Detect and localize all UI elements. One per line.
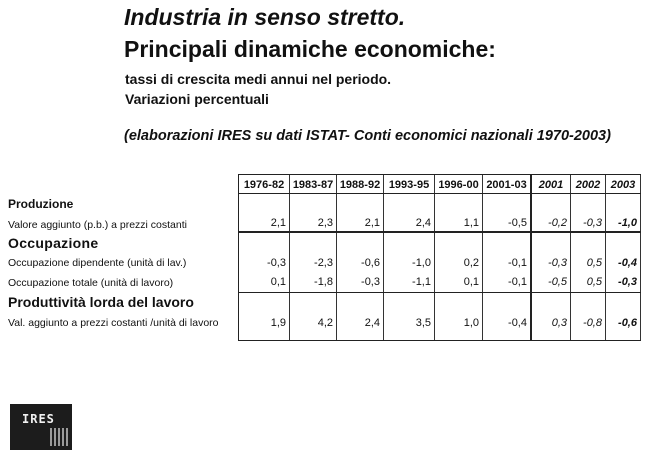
col-header-1983-87: 1983-87	[292, 179, 334, 191]
table-cell: -0,1	[508, 257, 527, 269]
table-cell: 0,5	[586, 276, 602, 288]
table-cell: 2,3	[317, 217, 333, 229]
table-cell: 1,0	[463, 317, 479, 329]
section-heading-produttivita: Produttività lorda del lavoro	[8, 294, 194, 310]
col-header-1996-00: 1996-00	[438, 179, 479, 191]
row-label-valore-aggiunto-per-unita: Val. aggiunto a prezzi costanti /unità di lavoro	[8, 317, 219, 329]
section-heading-produzione: Produzione	[8, 197, 74, 211]
source-note: (elaborazioni IRES su dati ISTAT- Conti economici nazionali 1970-2003)	[124, 128, 611, 144]
table-cell: -0,6	[618, 317, 637, 329]
row-label-valore-aggiunto: Valore aggiunto (p.b.) a prezzi costanti	[8, 219, 187, 231]
subtitle: tassi di crescita medi annui nel periodo.	[125, 71, 392, 87]
table-cell: -0,3	[361, 276, 380, 288]
table-cell: 0,3	[551, 317, 567, 329]
table-cell: 2,1	[364, 217, 380, 229]
table-cell: 1,1	[463, 217, 479, 229]
table-cell: -0,6	[361, 257, 380, 269]
table-cell: -1,0	[618, 217, 637, 229]
col-header-2001-03: 2001-03	[486, 179, 527, 191]
table-cell: -0,2	[548, 217, 567, 229]
table-cell: -0,4	[618, 257, 637, 269]
row-label-occupazione-dipendente: Occupazione dipendente (unità di lav.)	[8, 257, 187, 269]
table-cell: -0,8	[583, 317, 602, 329]
col-header-1976-82: 1976-82	[243, 179, 285, 191]
page-title: Industria in senso stretto.	[124, 4, 406, 30]
row-label-occupazione-totale: Occupazione totale (unità di lavoro)	[8, 277, 174, 289]
table-cell: -1,8	[314, 276, 333, 288]
table-cell: 0,1	[270, 276, 286, 288]
section-heading-occupazione: Occupazione	[8, 235, 99, 251]
page-title-line2: Principali dinamiche economiche:	[124, 36, 496, 62]
table-cell: 0,5	[586, 257, 602, 269]
col-header-2002: 2002	[575, 179, 601, 191]
col-header-1993-95: 1993-95	[388, 179, 430, 191]
table-cell: 3,5	[415, 317, 431, 329]
table-cell: -0,5	[548, 276, 567, 288]
table-cell: 2,4	[415, 217, 431, 229]
ires-logo	[10, 404, 72, 450]
col-header-1988-92: 1988-92	[339, 179, 381, 191]
table-cell: 2,1	[270, 217, 286, 229]
table-cell: 2,4	[364, 317, 380, 329]
table-cell: 0,2	[463, 257, 479, 269]
table-cell: -1,1	[412, 276, 431, 288]
table-cell: 0,1	[463, 276, 479, 288]
table-cell: -1,0	[412, 257, 431, 269]
table-cell: -0,3	[583, 217, 602, 229]
table-cell: -0,5	[508, 217, 527, 229]
table-cell: 4,2	[317, 317, 333, 329]
col-header-2003: 2003	[610, 179, 636, 191]
table-cell: -2,3	[314, 257, 333, 269]
table-cell: -0,1	[508, 276, 527, 288]
table-cell: -0,3	[267, 257, 286, 269]
table-cell: 1,9	[270, 317, 286, 329]
table-cell: -0,3	[548, 257, 567, 269]
data-table	[238, 174, 641, 341]
ires-logo-text: IRES	[22, 412, 55, 426]
col-header-2001: 2001	[538, 179, 564, 191]
table-cell: -0,3	[618, 276, 637, 288]
subtitle-units: Variazioni percentuali	[125, 91, 269, 107]
table-cell: -0,4	[508, 317, 527, 329]
